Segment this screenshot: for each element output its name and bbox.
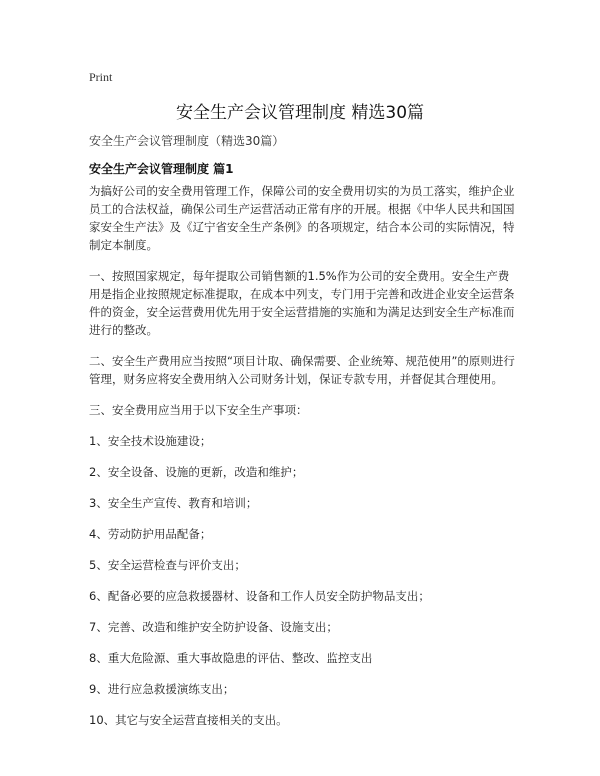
list-item: 2、安全设备、设施的更新，改造和维护；	[89, 465, 304, 479]
document-subtitle: 安全生产会议管理制度（精选30篇）	[89, 134, 285, 148]
print-label: Print	[89, 70, 113, 84]
list-item: 10、其它与安全运营直接相关的支出。	[89, 713, 288, 727]
list-item: 9、进行应急救援演练支出；	[89, 682, 235, 696]
paragraph-clause-1: 一、按照国家规定，每年提取公司销售额的1.5%作为公司的安全费用。安全生产费用是指企业按照规定标准提取，在成本中列支，专门用于完善和改进企业安全运营条件的资金，安全运营费用优先用于安全运营措施的实施和为满足达到安全生产标准而进行的整改。	[89, 269, 515, 337]
list-item: 1、安全技术设施建设；	[89, 434, 212, 448]
list-item: 6、配备必要的应急救援器材、设备和工作人员安全防护物品支出；	[89, 589, 430, 603]
list-item: 4、劳动防护用品配备；	[89, 527, 212, 541]
list-item: 8、重大危险源、重大事故隐患的评估、整改、监控支出	[89, 651, 373, 665]
paragraph-clause-3: 三、安全费用应当用于以下安全生产事项：	[89, 403, 308, 417]
paragraph-clause-2: 二、安全生产费用应当按照“项目计取、确保需要、企业统筹、规范使用”的原则进行管理，财务应将安全费用纳入公司财务计划，保证专款专用，并督促其合理使用。	[89, 354, 515, 386]
paragraph-intro: 为搞好公司的安全费用管理工作，保障公司的安全费用切实的为员工落实，维护企业员工的合法权益，确保公司生产运营活动正常有序的开展。根据《中华人民共和国国家安全生产法》及《辽宁省安全生产条例》的各项规定，结合本公司的实际情况，特制定本制度。	[89, 184, 515, 252]
document-body	[89, 182, 517, 742]
list-item: 3、安全生产宣传、教育和培训；	[89, 496, 258, 510]
page-title: 安全生产会议管理制度 精选30篇	[175, 103, 425, 123]
list-item: 7、完善、改造和维护安全防护设备、设施支出；	[89, 620, 338, 634]
list-item: 5、安全运营检查与评价支出；	[89, 558, 246, 572]
section-heading: 安全生产会议管理制度 篇1	[89, 162, 234, 176]
